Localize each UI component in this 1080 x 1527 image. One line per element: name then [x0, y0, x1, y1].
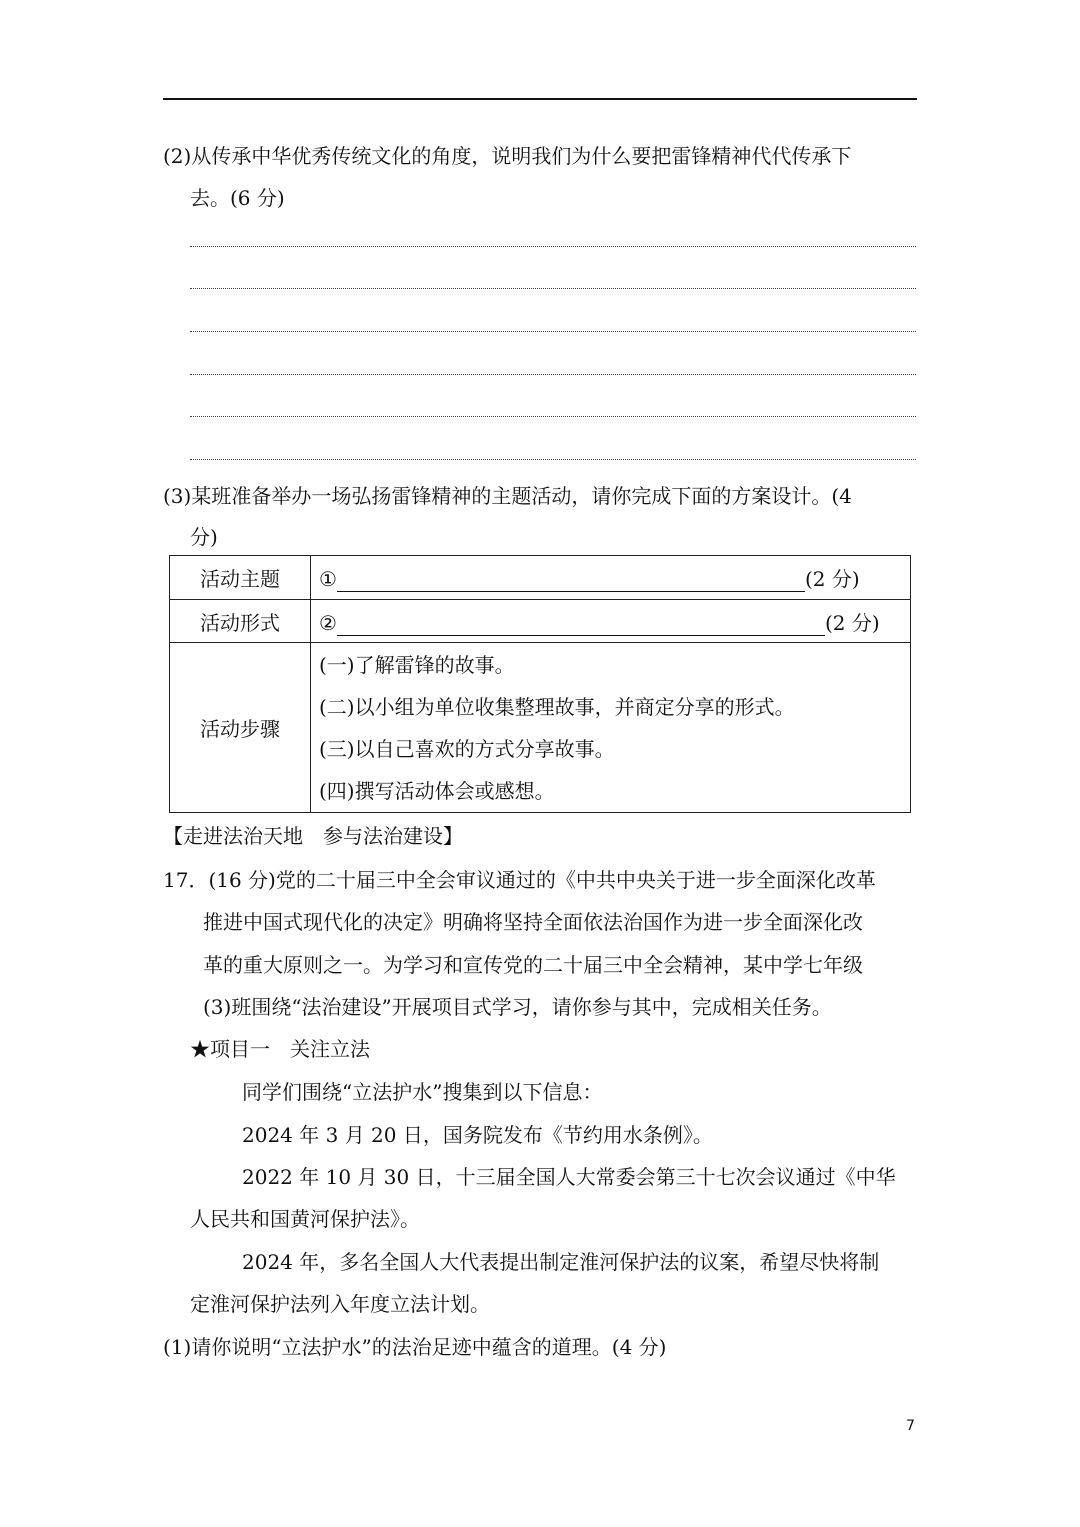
- theme-score: (2 分): [804, 567, 860, 591]
- answer-line[interactable]: [190, 246, 916, 247]
- info-item-2-line-1: 2022 年 10 月 30 日，十三届全国人大常委会第三十七次会议通过《中华: [242, 1165, 896, 1189]
- row-label-theme: 活动主题: [170, 556, 311, 600]
- row-label-form: 活动形式: [170, 600, 311, 643]
- section-heading: 【走进法治天地 参与法治建设】: [163, 824, 463, 848]
- header-rule: [163, 98, 917, 100]
- theme-blank[interactable]: [337, 569, 805, 592]
- table-row: [170, 600, 911, 643]
- question-17-sub-1: (1)请你说明“立法护水”的法治足迹中蕴含的道理。(4 分): [163, 1335, 667, 1359]
- question-3-line-2: 分): [190, 525, 218, 549]
- info-item-3-line-1: 2024 年，多名全国人大代表提出制定淮河保护法的议案，希望尽快将制: [242, 1250, 880, 1274]
- info-item-1: 2024 年 3 月 20 日，国务院发布《节约用水条例》。: [242, 1123, 713, 1147]
- circled-number-1: ①: [319, 567, 337, 591]
- theme-answer-cell[interactable]: [311, 556, 911, 600]
- form-blank[interactable]: [337, 613, 825, 636]
- answer-line[interactable]: [190, 288, 916, 289]
- form-answer-cell[interactable]: [311, 600, 911, 643]
- question-2-line-2: 去。(6 分): [190, 186, 285, 210]
- steps-cell: [311, 643, 911, 813]
- info-item-2-line-2: 人民共和国黄河保护法》。: [190, 1207, 420, 1231]
- question-17-line-4: (3)班围绕“法治建设”开展项目式学习，请你参与其中，完成相关任务。: [203, 995, 832, 1019]
- step-item: (二)以小组为单位收集整理故事，并商定分享的形式。: [319, 694, 795, 719]
- question-3-line-1: (3)某班准备举办一场弘扬雷锋精神的主题活动，请你完成下面的方案设计。(4: [163, 484, 852, 508]
- question-17-line-1: 17．(16 分)党的二十届三中全会审议通过的《中共中央关于进一步全面深化改革: [163, 868, 876, 892]
- project-one-heading: ★项目一 关注立法: [190, 1037, 370, 1061]
- form-score: (2 分): [824, 610, 880, 635]
- answer-line[interactable]: [190, 374, 916, 375]
- activity-plan-table: [169, 555, 911, 813]
- answer-line[interactable]: [190, 416, 916, 417]
- question-2-line-1: (2)从传承中华优秀传统文化的角度，说明我们为什么要把雷锋精神代代传承下: [163, 144, 852, 168]
- info-intro: 同学们围绕“立法护水”搜集到以下信息：: [242, 1080, 603, 1104]
- answer-line[interactable]: [190, 331, 916, 332]
- info-item-3-line-2: 定淮河保护法列入年度立法计划。: [190, 1292, 490, 1316]
- row-label-steps: 活动步骤: [170, 643, 311, 813]
- page-number: 7: [906, 1418, 915, 1434]
- question-17-line-3: 革的重大原则之一。为学习和宣传党的二十届三中全会精神，某中学七年级: [203, 953, 863, 977]
- table-row: [170, 556, 911, 600]
- circled-number-2: ②: [319, 610, 337, 635]
- table-row: [170, 643, 911, 813]
- step-item: (三)以自己喜欢的方式分享故事。: [319, 736, 615, 761]
- question-17-line-2: 推进中国式现代化的决定》明确将坚持全面依法治国作为进一步全面深化改: [203, 910, 863, 934]
- answer-line[interactable]: [190, 459, 916, 460]
- step-item: (一)了解雷锋的故事。: [319, 652, 515, 677]
- step-item: (四)撰写活动体会或感想。: [319, 778, 555, 803]
